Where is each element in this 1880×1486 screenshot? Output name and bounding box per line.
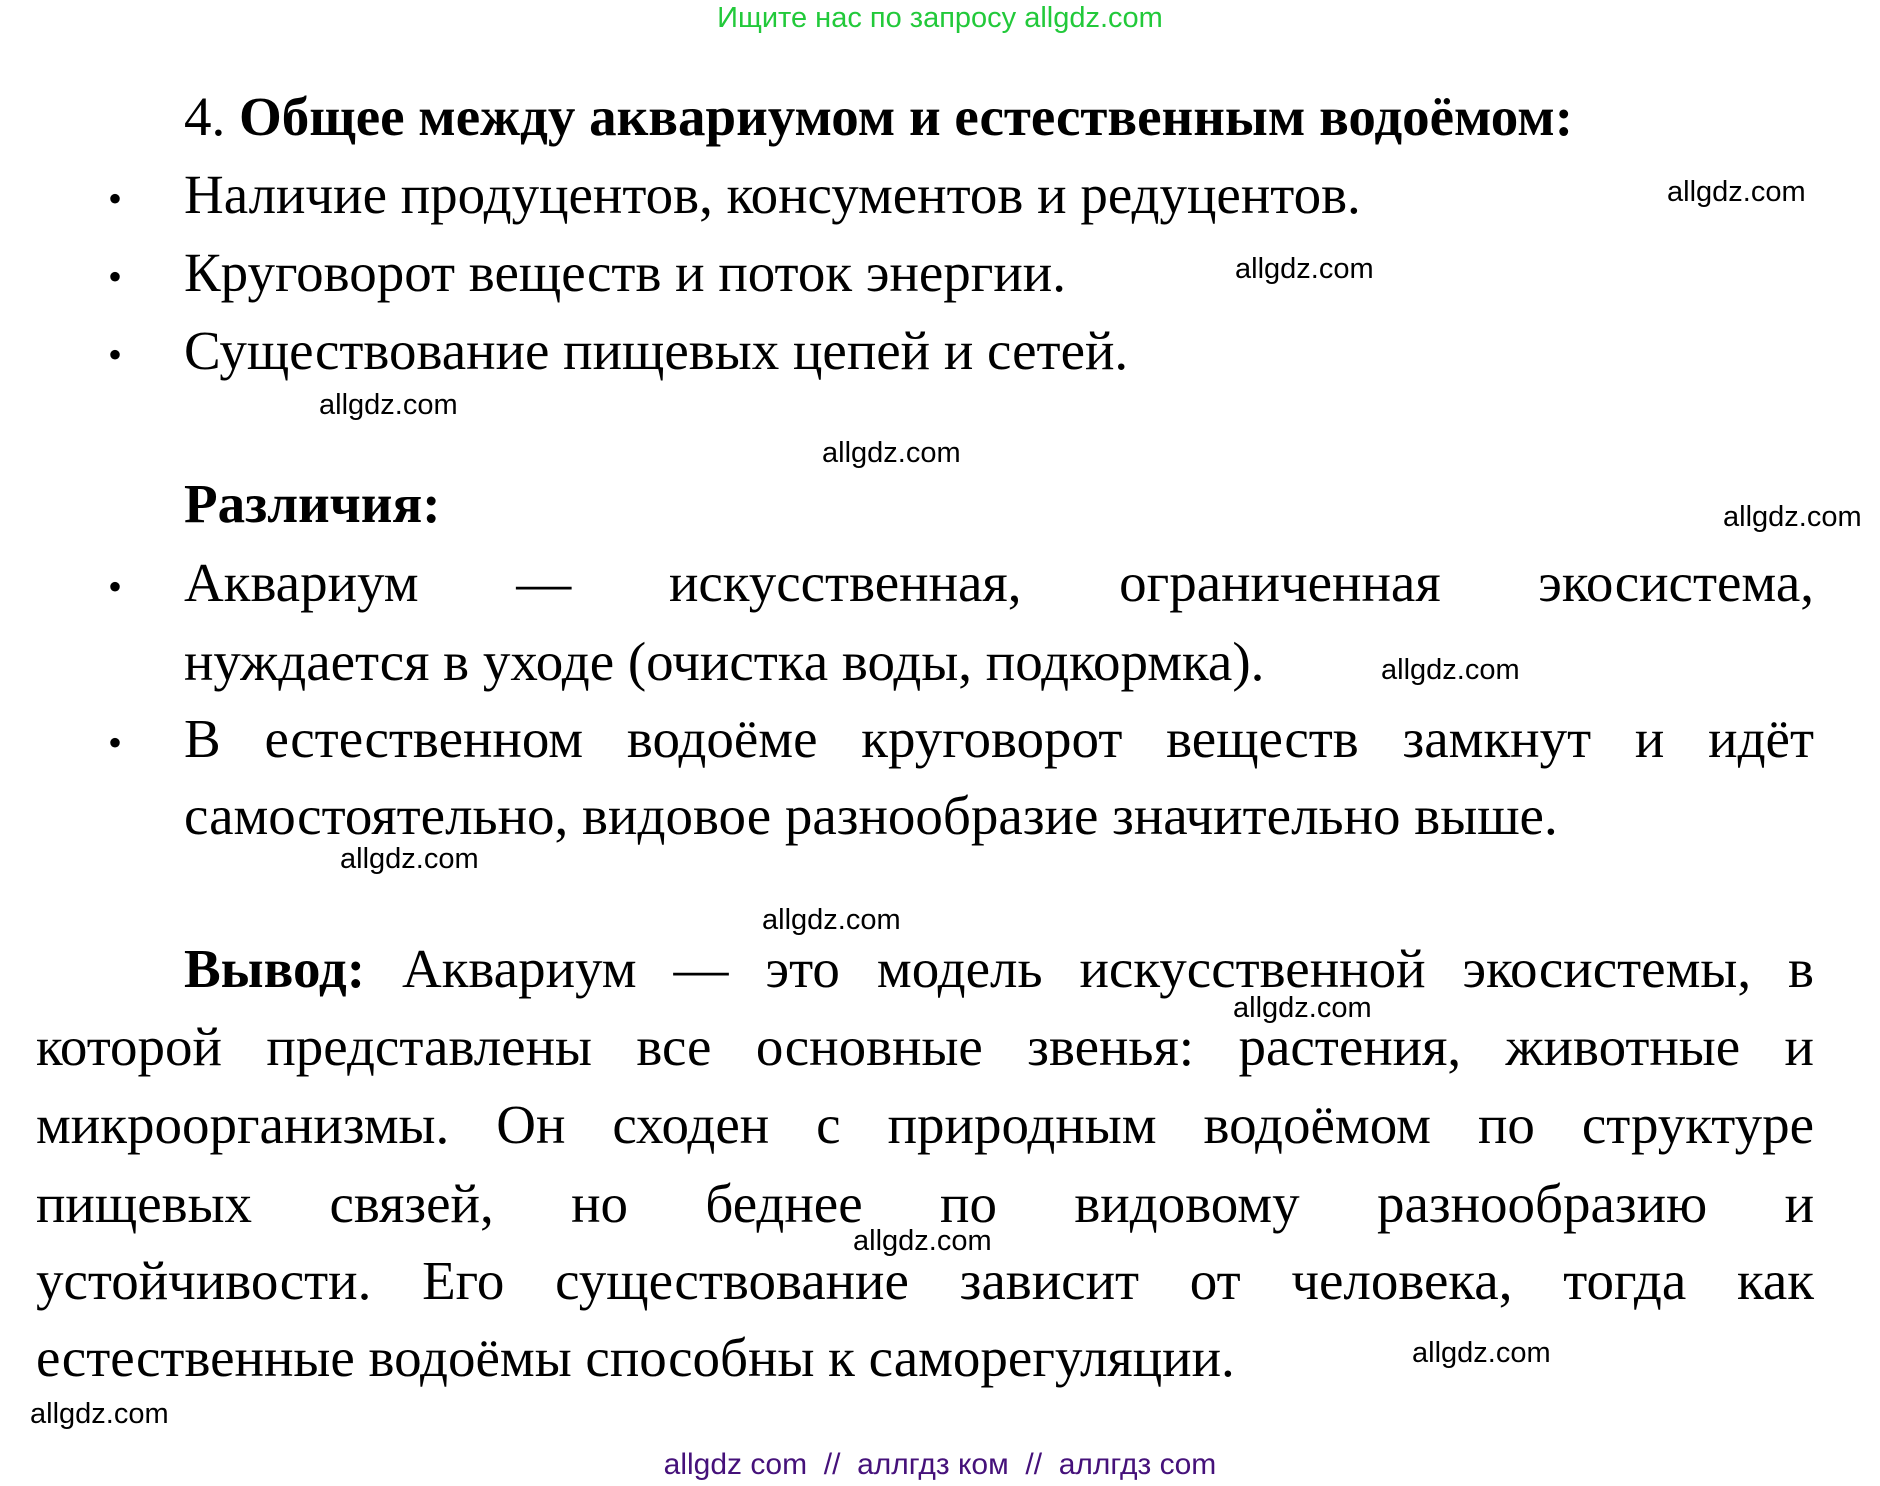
watermark: allgdz.com [1723,501,1862,533]
bullet-dot: • [108,254,123,299]
differences-heading: Различия: [184,473,441,534]
conclusion-line: микроорганизмы. Он сходен с природным водоёмом по структуре [36,1094,1814,1155]
common-item: Наличие продуцентов, консументов и редуцентов. [184,164,1361,225]
difference-item-line: В естественном водоёме круговорот веществ замкнут и идёт [184,708,1814,769]
watermark: allgdz.com [762,904,901,936]
conclusion-line: которой представлены все основные звенья: растения, животные и [36,1016,1814,1077]
difference-item-line: Аквариум — искусственная, ограниченная экосистема, [184,552,1814,613]
conclusion-line: устойчивости. Его существование зависит от человека, тогда как [36,1250,1814,1311]
bullet-dot: • [108,564,123,609]
heading-number: 4. [184,86,226,147]
watermark: allgdz.com [1235,253,1374,285]
watermark: allgdz.com [853,1225,992,1257]
conclusion-first-line: Вывод: Аквариум — это модель искусственной экосистемы, в [184,938,1815,999]
common-item: Существование пищевых цепей и сетей. [184,320,1129,381]
conclusion-line: пищевых связей, но беднее по видовому разнообразию и [36,1173,1814,1234]
bullet-dot: • [108,332,123,377]
footer-links: allgdz com // аллгдз ком // аллгдз com [663,1448,1217,1481]
conclusion-line: естественные водоёмы способны к саморегуляции. [36,1327,1235,1388]
difference-item-line: самостоятельно, видовое разнообразие значительно выше. [184,785,1558,846]
conclusion-label: Вывод: [184,938,366,999]
watermark: allgdz.com [30,1398,169,1430]
watermark: allgdz.com [1412,1337,1551,1369]
watermark: allgdz.com [1667,176,1806,208]
section-heading [184,85,1573,149]
watermark: allgdz.com [1381,654,1520,686]
watermark: allgdz.com [340,843,479,875]
watermark: allgdz.com [822,437,961,469]
bullet-dot: • [108,176,123,221]
watermark: allgdz.com [319,389,458,421]
bullet-dot: • [108,720,123,765]
heading-title: Общее между аквариумом и естественным водоёмом: [239,86,1574,147]
difference-item-line: нуждается в уходе (очистка воды, подкормка). [184,631,1265,692]
watermark: allgdz.com [1233,992,1372,1024]
common-item: Круговорот веществ и поток энергии. [184,242,1066,303]
search-banner: Ищите нас по запросу allgdz.com [717,2,1163,34]
